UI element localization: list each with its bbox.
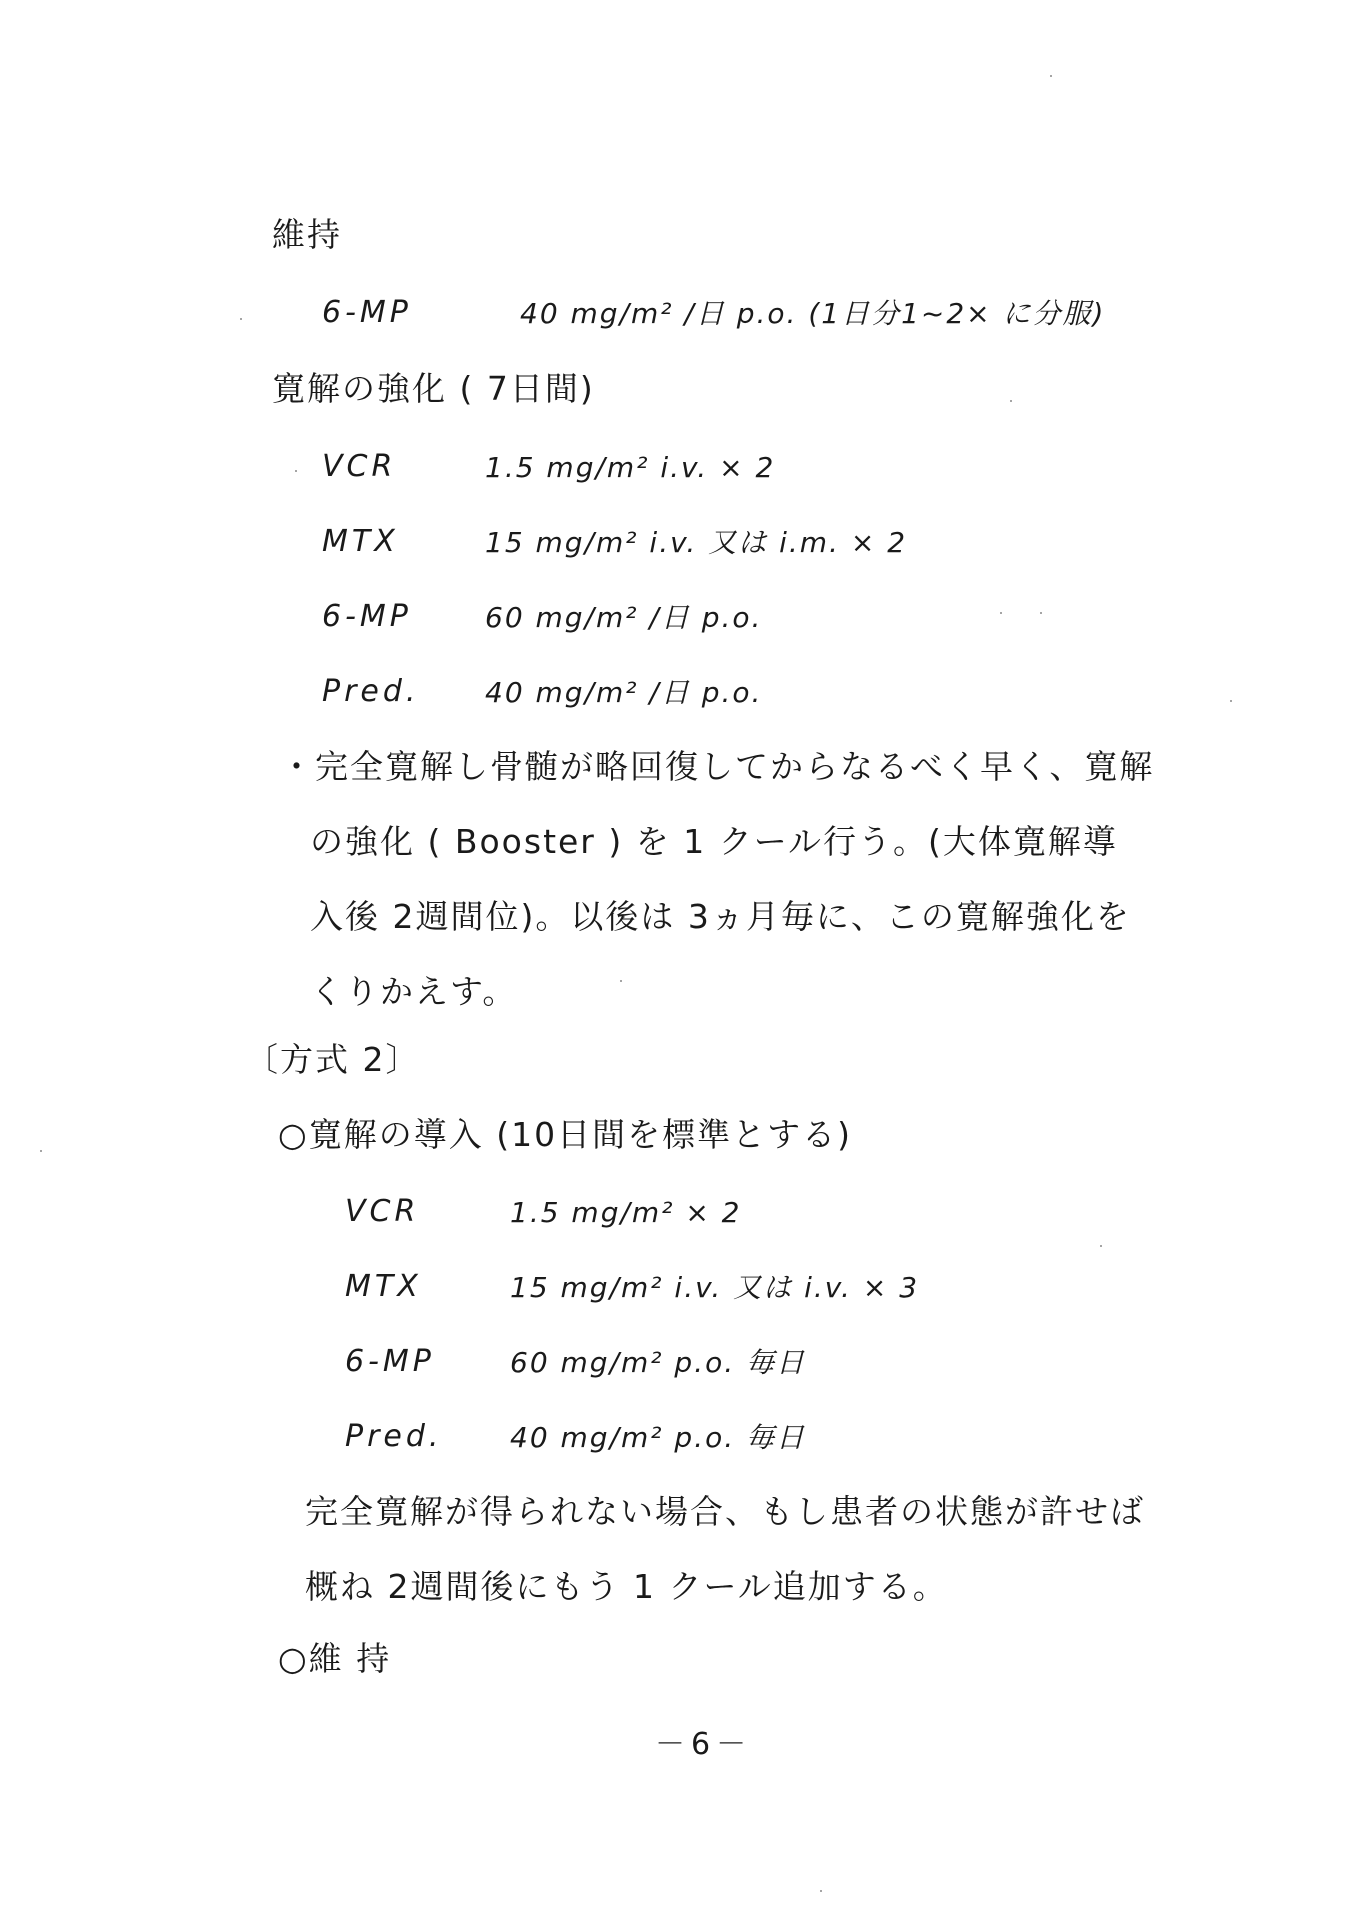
- method2-drug-dose-mtx: 15 mg/m² i.v. 又は i.v. × 3: [510, 1271, 920, 1304]
- method2-drug-name-pred: Pred.: [345, 1419, 443, 1454]
- scan-speck: [820, 1890, 822, 1892]
- consolidation-heading: 寛解の強化 ( 7日間): [272, 369, 595, 408]
- method2-note-line-2: 概ね 2週間後にもう 1 クール追加する。: [305, 1567, 948, 1606]
- note-line-4: くりかえす。: [310, 972, 518, 1011]
- note-line-3: 入後 2週間位)。以後は 3ヵ月毎に、この寛解強化を: [310, 897, 1131, 936]
- note-line-2: の強化 ( Booster ) を 1 クール行う。(大体寛解導: [310, 822, 1118, 861]
- drug-dose-pred: 40 mg/m² /日 p.o.: [485, 676, 763, 709]
- page-number: －6－: [655, 1727, 753, 1762]
- method2-maintenance-heading: ○維 持: [278, 1639, 392, 1678]
- scan-speck: [295, 470, 297, 472]
- scan-speck: [240, 318, 242, 320]
- drug-name-mtx: MTX: [322, 524, 399, 559]
- method2-drug-name-6mp: 6-MP: [345, 1344, 435, 1379]
- scan-speck: [1000, 612, 1002, 614]
- scan-speck: [1230, 700, 1232, 702]
- scan-speck: [1040, 612, 1042, 614]
- method2-drug-dose-pred: 40 mg/m² p.o. 毎日: [510, 1421, 807, 1454]
- drug-dose-6mp-2: 60 mg/m² /日 p.o.: [485, 601, 763, 634]
- drug-name-6mp: 6-MP: [322, 295, 412, 330]
- scan-speck: [1100, 1245, 1102, 1247]
- drug-name-vcr: VCR: [322, 449, 397, 484]
- drug-dose-6mp: 40 mg/m² /日 p.o. (1日分1~2× に分服): [520, 297, 1106, 330]
- maintenance-heading: 維持: [272, 215, 342, 254]
- method2-drug-dose-vcr: 1.5 mg/m² × 2: [510, 1196, 742, 1229]
- induction-heading: ○寛解の導入 (10日間を標準とする): [278, 1115, 853, 1154]
- scan-speck: [40, 1150, 42, 1152]
- method2-note-line-1: 完全寛解が得られない場合、もし患者の状態が許せば: [305, 1492, 1145, 1531]
- scan-speck: [620, 980, 622, 982]
- drug-dose-mtx: 15 mg/m² i.v. 又は i.m. × 2: [485, 526, 908, 559]
- drug-name-pred: Pred.: [322, 674, 420, 709]
- drug-dose-vcr: 1.5 mg/m² i.v. × 2: [485, 451, 776, 484]
- method2-drug-name-vcr: VCR: [345, 1194, 420, 1229]
- scan-speck: [1010, 400, 1012, 402]
- scan-speck: [1050, 75, 1052, 77]
- note-line-1: ・完全寛解し骨髄が略回復してからなるべく早く、寛解: [280, 747, 1155, 786]
- method2-title: 〔方式 2〕: [245, 1040, 421, 1079]
- method2-drug-name-mtx: MTX: [345, 1269, 422, 1304]
- drug-name-6mp-2: 6-MP: [322, 599, 412, 634]
- method2-drug-dose-6mp: 60 mg/m² p.o. 毎日: [510, 1346, 807, 1379]
